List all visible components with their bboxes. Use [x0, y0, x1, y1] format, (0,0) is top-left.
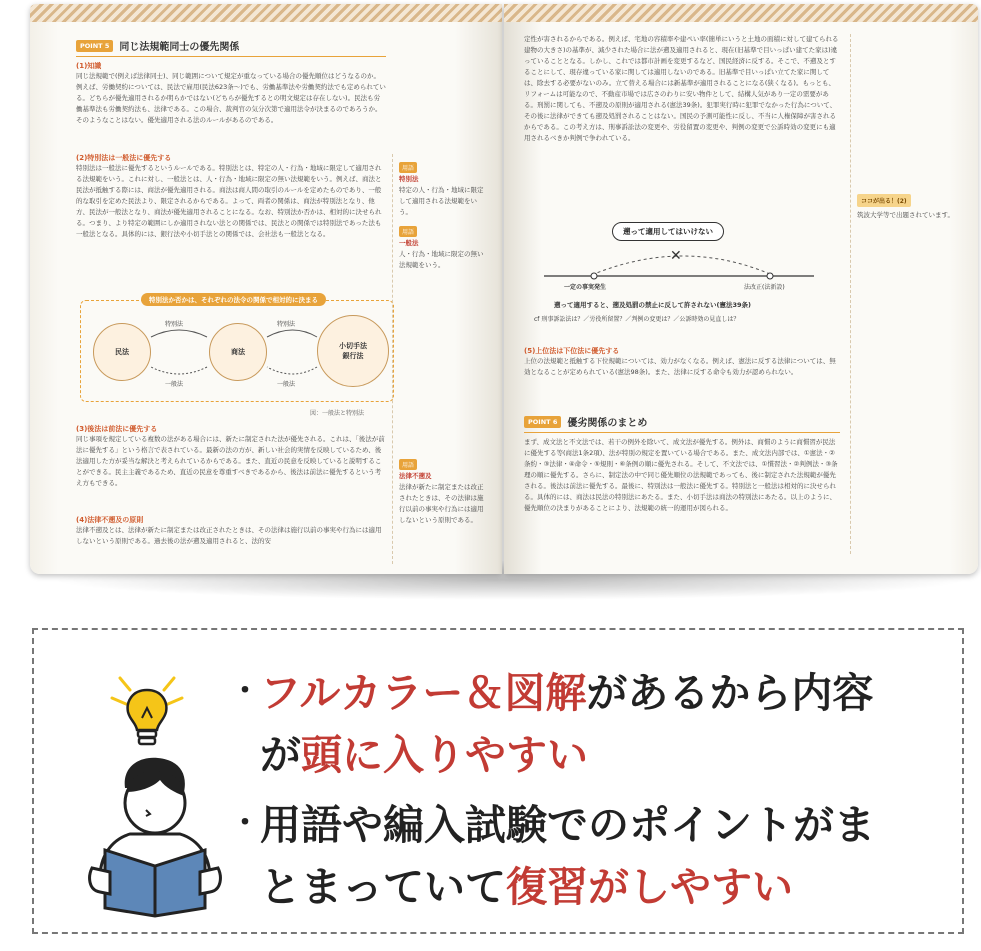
left-page — [30, 4, 502, 574]
plain-text: 用語や編入試験でのポイントがま — [260, 801, 875, 849]
diagram-arrows — [81, 301, 393, 401]
point6-body: まず、成文法と不文法では、若干の例外を除いて、成文法が優先する。例外は、商慣のように商慣習が民法に優先する等(商法1条2項)、法が特別の規定を置いている場合である。また、成文法内部では、①憲法・②条約・③法律・④命令・⑤規則・⑥条例の順に優先される。そして、不文法では、①慣習法・②判例法・③条理の順に優先する。さらに、制定法の中で同じ優先順位の法規範であっても、後に制定された法規範が優先される。後法は前法に優先する。最後に、特別法は一般法に優先する。特別法と一般法は相対的に決せられる。具体的には、商法は民法の特別法にあたる。また、小切手法は商法の特別法にあたる。以上のように、優先順位の決まりがあることにより、法規範の統一的運用が図られる。 — [524, 438, 838, 512]
feature-line-1 — [230, 660, 873, 719]
left-sidebar — [392, 154, 489, 564]
section-heading: (5)上位法は下位法に優先する — [524, 347, 620, 355]
section-body: 法律不遡及とは、法律が新たに制定または改正されたときは、その法律は施行以前の事実や行為には適用しないという原則である。過去後の法が遡及適用されると、法的安 — [76, 526, 382, 545]
timeline-cf-note: cf 刑事訴訟法は？／労役所留置？／判例の変更は？／公訴時効の見直しは？ — [534, 316, 740, 323]
feature-line-4 — [260, 854, 793, 913]
section-body: 同じ事項を規定している複数の法がある場合には、新たに制定された法が優先される。これは、「後法が前法に優先する」という格言で表されている。最新の法の方が、新しい社会的実情を反映しているため、後法適用した方が妥当な解決と考えられているからである。また、直近の民意を反映していると説明することができる。民主主義であるため、直近の民意を尊重すべきであるから、後法は前法に優先するという考え方もできる。 — [76, 435, 385, 487]
right-sidebar — [850, 34, 967, 554]
point6-tag: POINT 6 — [524, 416, 561, 428]
left-main-column-lower — [76, 420, 386, 558]
section-heading: (1)知識 — [76, 62, 102, 70]
point6-title: 優劣関係のまとめ — [567, 418, 648, 429]
glossary-tag: 用語 — [399, 226, 417, 237]
timeline-caption: 遡って適用すると、遡及処罰の禁止に反して許されない(憲法39条) — [554, 301, 751, 309]
plain-text: とまっていて — [260, 863, 506, 911]
special-law-diagram — [80, 296, 394, 402]
section-body: 同じ法規範で(例えば法律同士)、同じ範囲について規定が重なっている場合の優先順位はどうなるのか。例えば、労働契約については、民法で雇用(民法623条〜)でも、労働基準法や労働契約法でも定められている。どちらが優先適用されるか明らかではない(どちらが優先するとの明文規定は存在しない)。民法も労働基準法も労働契約法も、法律である。この場合、裁判官の気分次第で適用法令が決まるのであろうか。そのようなことはない。優先適用される法のルールがあるのである。 — [76, 72, 386, 124]
plain-text: が — [260, 731, 301, 779]
point6-heading — [524, 414, 840, 433]
glossary-term: 特別法 — [399, 175, 419, 183]
svg-text:✕: ✕ — [670, 248, 682, 264]
feature-line-3 — [230, 792, 875, 851]
feature-panel — [32, 628, 964, 934]
diagram-node-cheque-banking: 小切手法 銀行法 — [317, 315, 389, 387]
glossary-entry — [399, 218, 489, 271]
glossary-definition: 特定の人・行為・地域に限定して適用される法規範をいう。 — [399, 186, 484, 216]
glossary-definition: 人・行為・地域に限定の無い法規範をいう。 — [399, 250, 484, 269]
diagram-caption: 図：一般法と特別法 — [310, 410, 365, 417]
retroactivity-timeline — [524, 218, 824, 328]
continued-body: 定性が害されるからである。例えば、宅地の容積率や建ぺい率(簡単にいうと土地の面積に対して建てられる建物の大きさ)の基準が、減少された場合に法が遡及適用されると、現在(旧基準で目いっぱい建てた家は)違っていることとなる。しかし、これでは都市計画を変更するなど、国民経済に反する。そこで、不遡及とすることにして、現存違っている家に関しては適用しないのである。旧基準で目いっぱい立てた家に関しては、除去する必要がないのみ。立て替える場合には新基準が適用されることになる(狭くなる)。もっとも、リフォームは可能なので、不動産市場では広さのわりに安い物件として、結構人気があり一定の需要がある。刑罰に関しても、不遡及の原則が適用される(憲法39条)。犯罪実行時に犯罪でなかった行為について、その後に法律ができても遡及処罰されることはない。国民の予測可能性に反し、不当に人権保障が害されるからである。この考え方は、刑事訴訟法の変更や、労役留置の変更や、判例の変更で公訴時効の変更にも適用されるべきか判例で争われている。 — [524, 35, 839, 142]
glossary-term: 一般法 — [399, 239, 419, 247]
diagram-label: 特別法 — [277, 321, 296, 328]
section-heading: (4)法律不遡及の原則 — [76, 516, 144, 524]
glossary-entry — [399, 451, 489, 526]
feature-line-2 — [260, 722, 588, 781]
plain-text: があるから内容 — [586, 669, 874, 717]
glossary-tag: 用語 — [399, 162, 417, 173]
kokoga-body: 筑波大学等で出題されています。 — [857, 211, 954, 219]
timeline-right-label: 法改正(法新設) — [744, 284, 785, 291]
section-body: 特別法は一般法に優先するというルールである。特別法とは、特定の人・行為・地域に限定して適用される法規範をいう。これに対し、一般法とは、人・行為・地域に限定の無い法規範をいう。例えば、商法と民法が抵触する際には、商法が優先適用される。商法は商人間の取引のルールを定めたものであり、一般的な取引を定めた民法より、限定されるからである。よって、両者の関係は、商法が特別法となり、他方、民法が一般法となり、商法が優先適用されることになる。なお、特別法か否かは、相対的に決せられる。つまり、より特定の範囲にしか適用されない法との関係では、民法との関係では特別法であった法も一般法となる。具体的には、銀行法や小切手法との関係では、会社法も一般法となる。 — [76, 164, 382, 238]
page-header-stripe — [30, 4, 502, 22]
diagram-node-civil: 民法 — [93, 323, 151, 381]
point5-heading — [76, 38, 386, 57]
diagram-label: 一般法 — [277, 381, 296, 388]
glossary-term: 法律不遡及 — [399, 472, 432, 480]
kokoga-tag: ココが出る！(2) — [857, 194, 911, 207]
right-main-column — [524, 34, 840, 212]
book-spread — [30, 0, 978, 600]
glossary-tag: 用語 — [399, 459, 417, 470]
highlight-text: フルカラー＆図解 — [260, 669, 587, 717]
section-heading: (2)特別法は一般法に優先する — [76, 154, 172, 162]
timeline-bubble: 遡って適用してはいけない — [612, 222, 724, 241]
section-heading: (3)後法は前法に優先する — [76, 425, 158, 433]
glossary-entry — [399, 154, 489, 218]
diagram-node-commercial: 商法 — [209, 323, 267, 381]
timeline-left-label: 一定の事実発生 — [564, 284, 607, 291]
point5-title: 同じ法規範同士の優先関係 — [119, 42, 240, 53]
diagram-label: 特別法 — [165, 321, 184, 328]
bullet: ・ — [230, 806, 260, 841]
right-main-column-lower — [524, 342, 840, 567]
section-body: 上位の法規範と抵触する下位規範については、効力がなくなる。例えば、憲法に反する法律については、無効となることが定められている(憲法98条)。また、法律に反する命令も効力が認められない。 — [524, 357, 836, 376]
bullet: ・ — [230, 674, 260, 709]
reading-person-icon — [70, 748, 240, 918]
lightbulb-icon — [92, 668, 202, 758]
right-page — [504, 4, 978, 574]
highlight-text: 頭に入りやすい — [301, 731, 588, 779]
page-header-stripe — [504, 4, 978, 22]
diagram-title: 特別法か否かは、それぞれの法令の関係で相対的に決まる — [141, 293, 326, 306]
point5-tag: POINT 5 — [76, 40, 113, 52]
highlight-text: 復習がしやすい — [506, 863, 793, 911]
diagram-label: 一般法 — [165, 381, 184, 388]
glossary-definition: 法律が新たに制定または改正されたときは、その法律は施行以前の事実や行為には適用しないという原則である。 — [399, 483, 484, 524]
left-main-column — [76, 38, 386, 273]
